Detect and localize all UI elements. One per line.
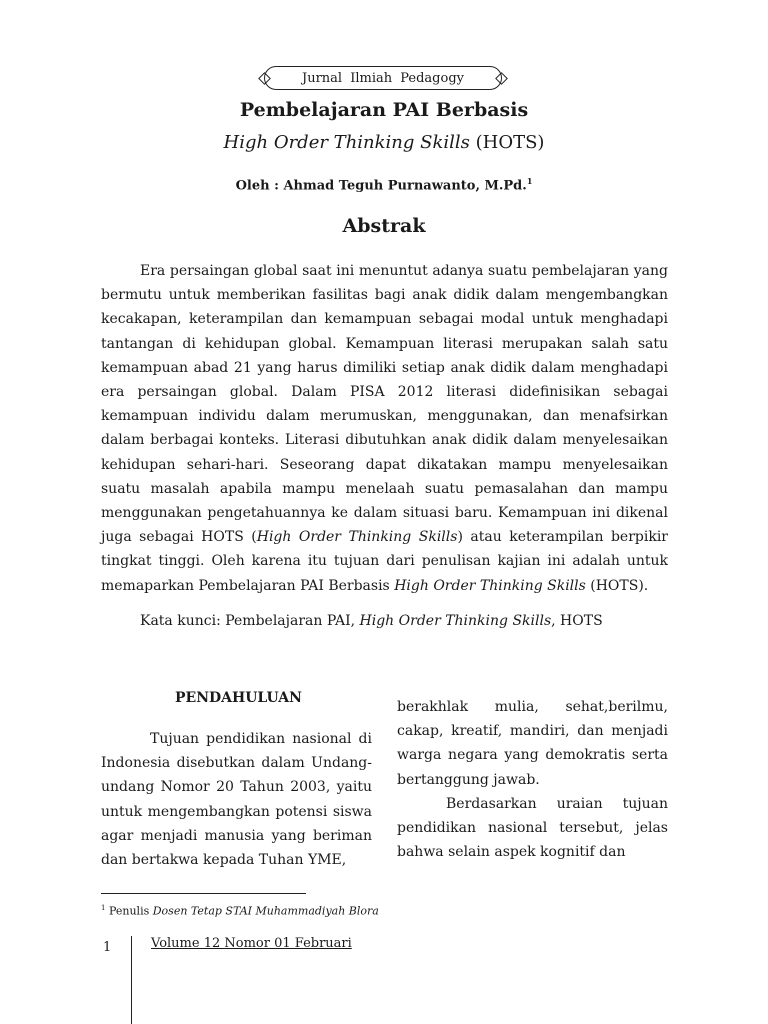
paper-title-line1: Pembelajaran PAI Berbasis [239, 99, 529, 121]
abstract-part-2: ) atau keterampilan berpikir tingkat tinggi. Oleh karena itu tujuan dari penulisan kajian ini adalah untuk memaparkan Pembelajaran PAI Berbasis [101, 529, 668, 594]
footnote-rule [101, 893, 306, 894]
section-heading: PENDAHULUAN [175, 690, 302, 706]
journal-badge [264, 66, 502, 90]
author-name: Oleh : Ahmad Teguh Purnawanto, M.Pd. [235, 178, 527, 194]
keywords-line [140, 613, 603, 629]
left-column-text: Tujuan pendidikan nasional di Indonesia disebutkan dalam Undang-undang Nomor 20 Tahun 2003, yaitu untuk mengembangkan potensi siswa agar menjadi manusia yang beriman dan bertakwa kepada Tuhan YME, [101, 731, 372, 869]
paper-title-line2 [0, 132, 768, 153]
abstract-part-1: Era persaingan global saat ini menuntut adanya suatu pembelajaran yang bermutu untuk memberikan fasilitas bagi anak didik dalam mengembangkan kecakapan, keterampilan dan kemampuan sebagai modal untuk menghadapi tantangan di kehidupan global. Kemampuan literasi merupakan salah satu kemampuan abad 21 yang harus dimiliki setiap anak didik dalam menghadapi era persaingan global. Dalam PISA 2012 literasi didefinisikan sebagai kemampuan individu dalam merumuskan, menggunakan, dan menafsirkan dalam berbagai konteks. Literasi dibutuhkan anak didik dalam menyelesaikan kehidupan sehari-hari. Seseorang dapat dikatakan mampu menyelesaikan suatu masalah apabila mampu menelaah suatu pemasalahan dan mampu menggunakan pengetahuannya ke dalam situasi baru. Kemampuan ini dikenal juga sebagai HOTS ( [101, 263, 668, 546]
author-line [0, 176, 768, 193]
title-rest: (HOTS) [469, 132, 545, 153]
right-column-paragraph-1: berakhlak mulia, sehat,berilmu, cakap, kreatif, mandiri, dan menjadi warga negara yang demokratis serta bertanggung jawab. [397, 699, 668, 788]
journal-name: Jurnal Ilmiah Pedagogy [302, 70, 464, 86]
right-column [397, 695, 668, 864]
author-footnote-mark: 1 [526, 176, 533, 186]
abstract-part-3: (HOTS). [585, 577, 649, 594]
title-italic: High Order Thinking Skills [223, 132, 470, 153]
footnote [101, 904, 379, 918]
footnote-italic: Dosen Tetap STAI Muhammadiyah Blora [152, 904, 379, 918]
volume-info: Volume 12 Nomor 01 Februari [151, 936, 352, 951]
abstract-italic-2: High Order Thinking Skills [394, 577, 586, 594]
right-column-paragraph-2: Berdasarkan uraian tujuan pendidikan nasional tersebut, jelas bahwa selain aspek kognitif dan [397, 795, 668, 861]
page-number: 1 [103, 940, 112, 955]
footnote-mark: 1 [101, 904, 106, 912]
footer-divider [131, 936, 132, 1024]
keywords-suffix: , HOTS [551, 613, 603, 629]
abstract-text [101, 259, 668, 598]
footnote-prefix: Penulis [105, 904, 153, 918]
keywords-prefix: Kata kunci: Pembelajaran PAI, [140, 613, 360, 629]
keywords-italic: High Order Thinking Skills [359, 613, 552, 629]
abstract-italic-1: High Order Thinking Skills [256, 529, 458, 546]
abstract-heading: Abstrak [342, 215, 426, 237]
